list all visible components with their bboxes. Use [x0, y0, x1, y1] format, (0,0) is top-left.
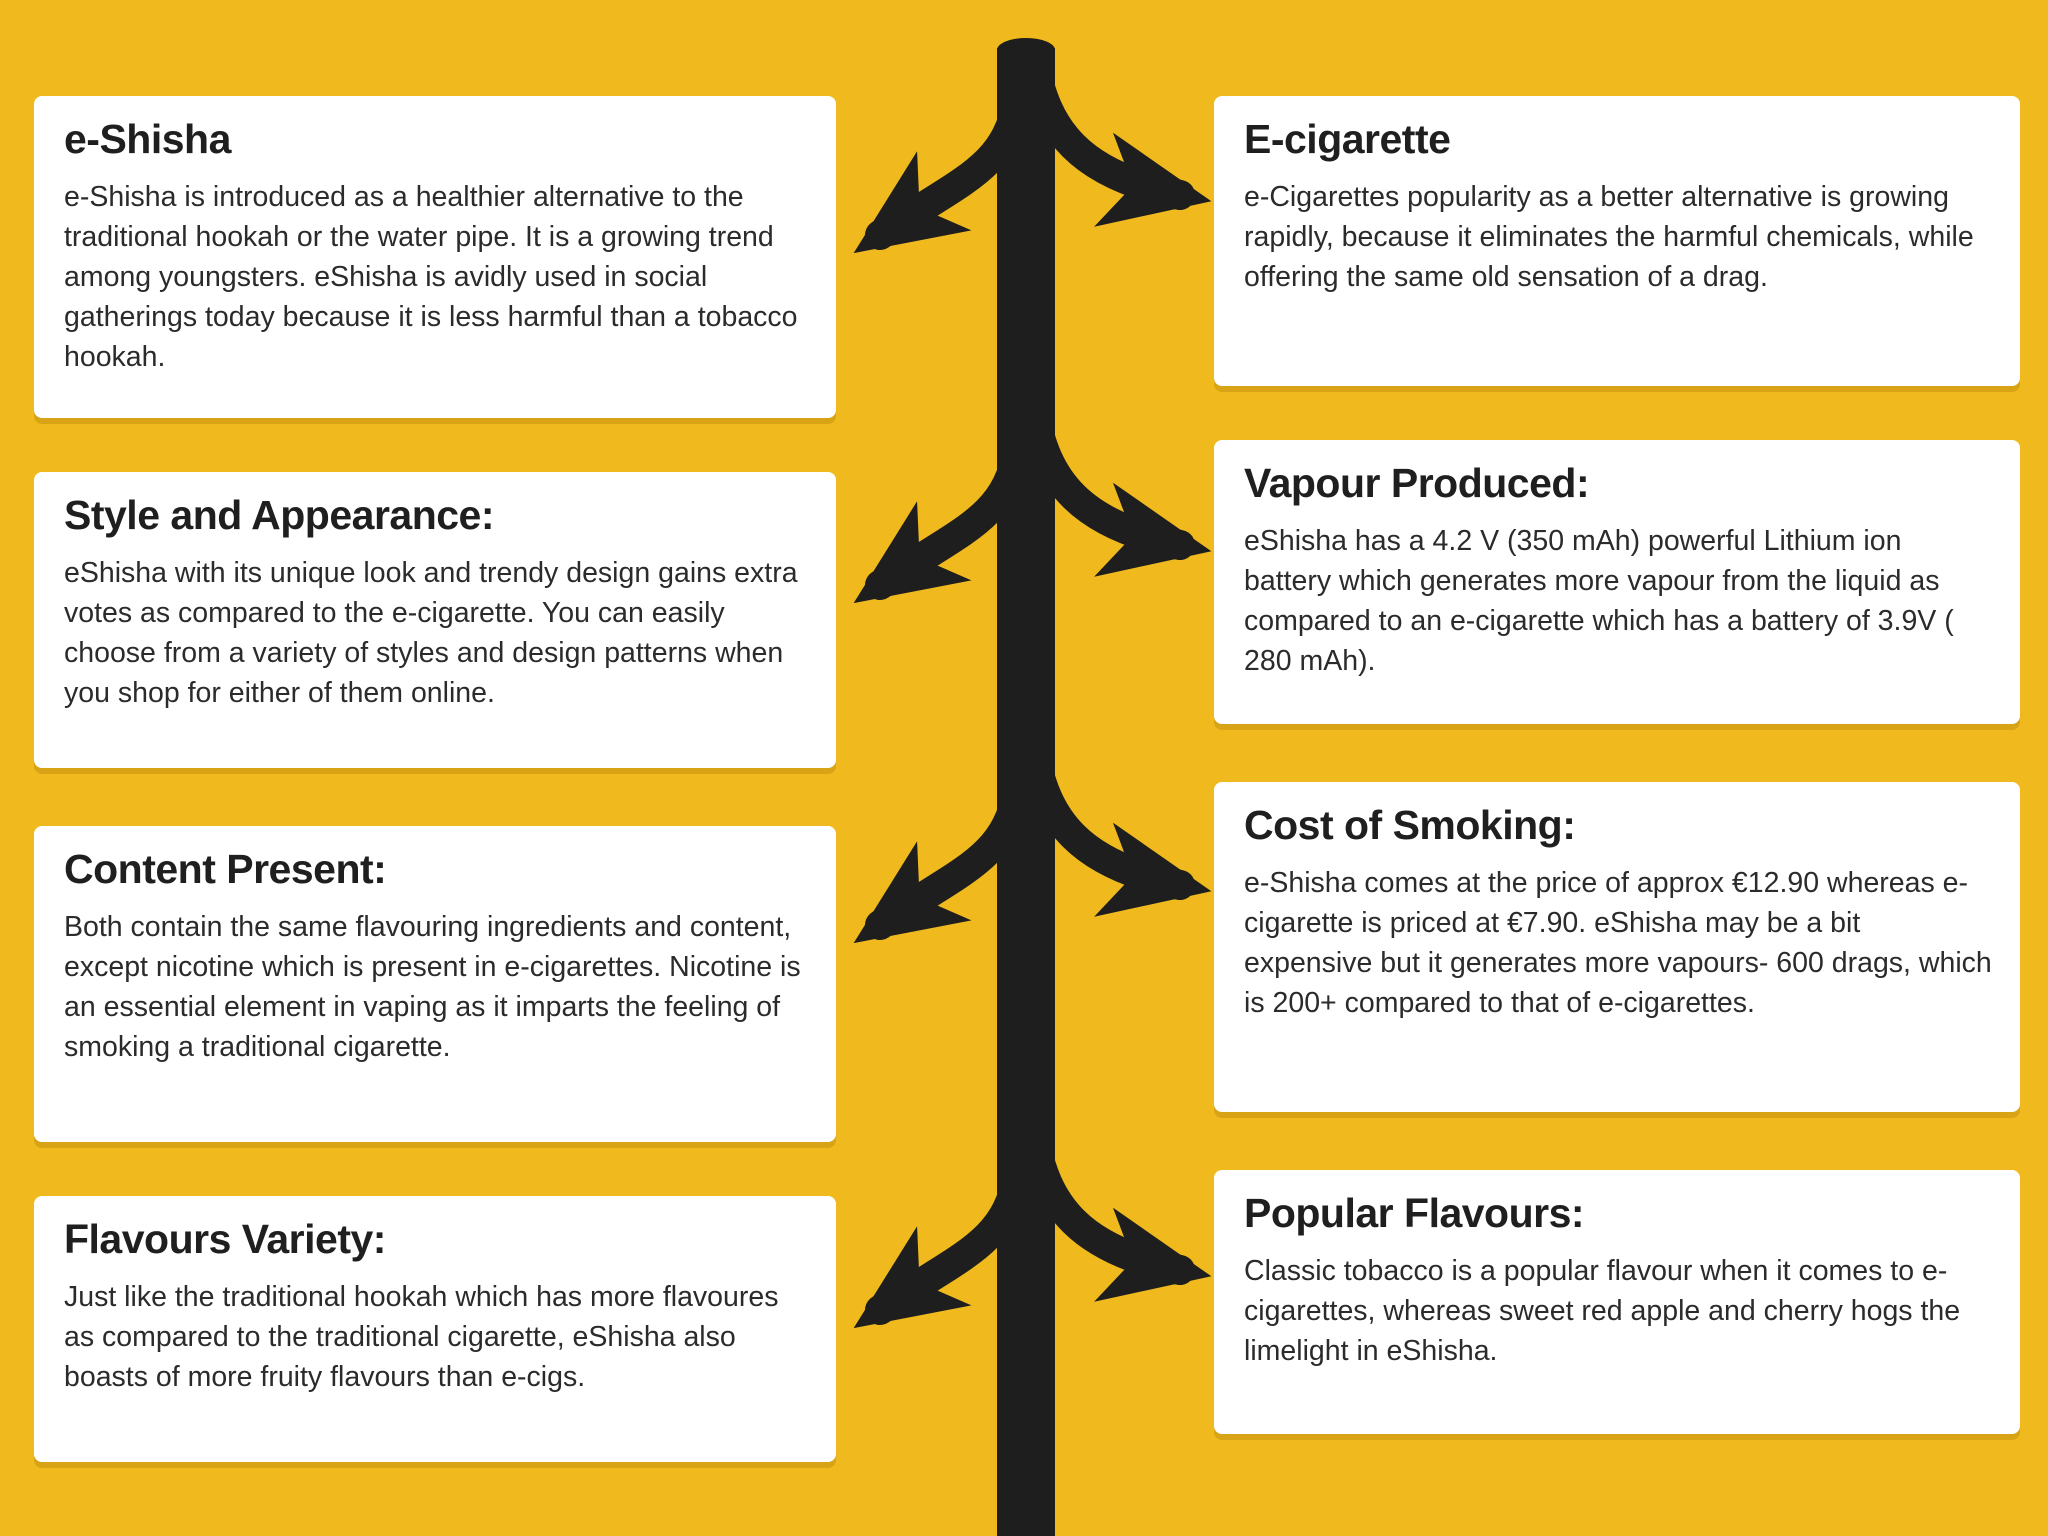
branch-arrow-right-2: [1034, 410, 1180, 545]
card-body: eShisha has a 4.2 V (350 mAh) powerful Lithium ion battery which generates more vapour from the liquid as compared to an e-cigarette which has a battery of 3.9V ( 280 mAh).: [1244, 525, 1954, 678]
card-title: Popular Flavours:: [1244, 1190, 1585, 1236]
trunk-top-cap: [997, 38, 1055, 62]
card-body: Classic tobacco is a popular flavour when it comes to e-cigarettes, whereas sweet red apple and cherry hogs the limelight in eShisha.: [1244, 1255, 1961, 1368]
card-title: Flavours Variety:: [64, 1216, 386, 1262]
card-popular-flavours: [1214, 1170, 2020, 1434]
card-content-present: [34, 826, 836, 1142]
card-body: e-Cigarettes popularity as a better alternative is growing rapidly, because it eliminates the harmful chemicals, while offering the same old sensation of a drag.: [1244, 181, 1974, 294]
branch-arrow-right-1: [1034, 60, 1180, 195]
card-title: Vapour Produced:: [1244, 460, 1590, 506]
card-e-shisha: [34, 96, 836, 418]
card-body: e-Shisha comes at the price of approx €12.90 whereas e-cigarette is priced at €7.90. eShisha may be a bit expensive but it generates more vapours- 600 drags, which is 200+ compared to that of e-cigarettes.: [1244, 867, 1992, 1020]
card-title: Content Present:: [64, 846, 387, 892]
card-cost-of-smoking: [1214, 782, 2020, 1112]
card-vapour-produced: [1214, 440, 2020, 724]
card-body: Just like the traditional hookah which has more flavoures as compared to the traditional cigarette, eShisha also boasts of more fruity flavours than e-cigs.: [64, 1281, 779, 1394]
card-body: e-Shisha is introduced as a healthier alternative to the traditional hookah or the water pipe. It is a growing trend among youngsters. eShisha is avidly used in social gatherings today because it is less harmful than a tobacco hookah.: [64, 181, 798, 374]
card-title: Cost of Smoking:: [1244, 802, 1576, 848]
trunk-line: [997, 48, 1055, 1536]
card-body: eShisha with its unique look and trendy design gains extra votes as compared to the e-cigarette. You can easily choose from a variety of styles and design patterns when you shop for either of them online.: [64, 557, 798, 710]
card-style-and-appearance: [34, 472, 836, 768]
branch-arrow-right-3: [1034, 750, 1180, 885]
card-title: Style and Appearance:: [64, 492, 495, 538]
card-body: Both contain the same flavouring ingredients and content, except nicotine which is present in e-cigarettes. Nicotine is an essential element in vaping as it imparts the feeling of smoking a traditional cigarette.: [64, 911, 801, 1064]
card-title: e-Shisha: [64, 116, 231, 162]
card-title: E-cigarette: [1244, 116, 1451, 162]
card-flavours-variety: [34, 1196, 836, 1462]
branch-arrow-right-4: [1034, 1135, 1180, 1270]
card-e-cigarette: [1214, 96, 2020, 386]
